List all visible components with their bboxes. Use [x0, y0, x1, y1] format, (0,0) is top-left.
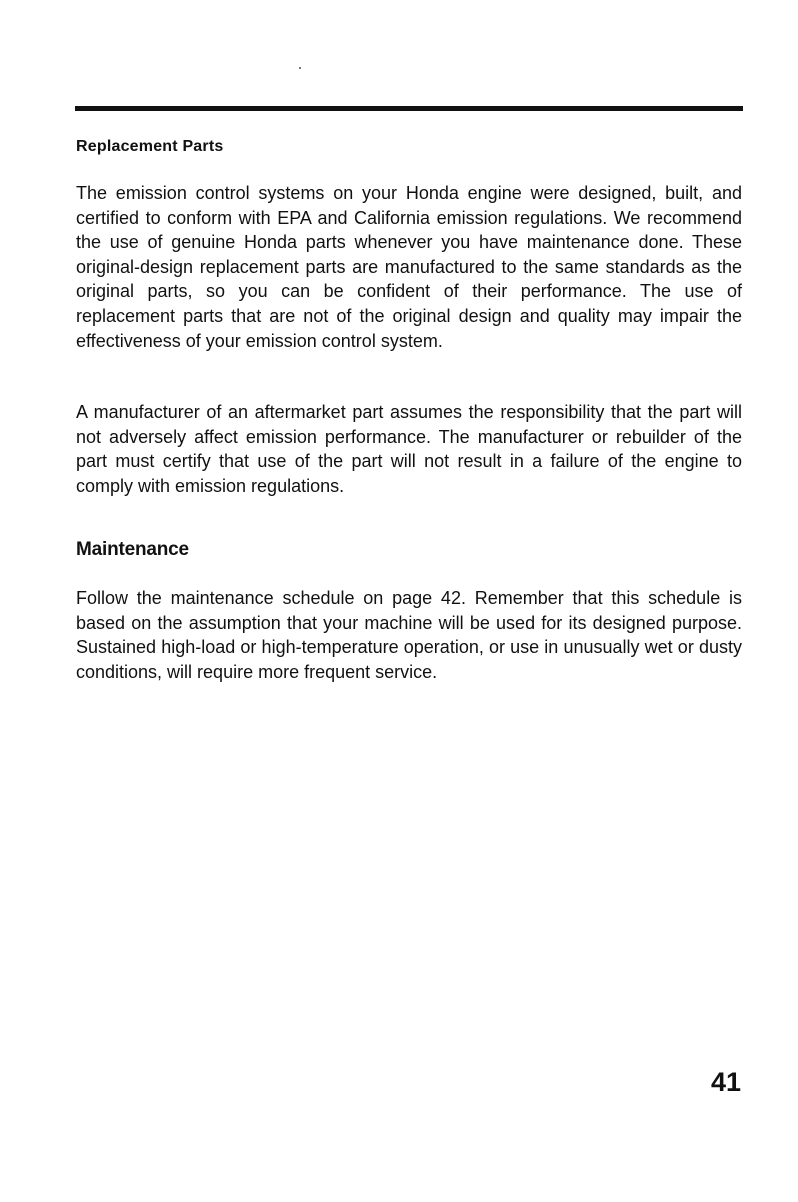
maintenance-heading: Maintenance	[76, 539, 189, 560]
replacement-parts-heading: Replacement Parts	[76, 138, 224, 155]
scan-speck	[299, 67, 301, 69]
page-number: 41	[710, 1067, 741, 1097]
header-rule	[75, 106, 743, 111]
replacement-parts-paragraph-1: The emission control systems on your Honda engine were designed, built, and certified to conform with EPA and California emission regulations. We recommend the use of genuine Honda parts whenever you have maintenance done. These original-design replacement parts are manufactured to the same standards as the original parts, so you can be confident of their performance. The use of replacement parts that are not of the original design and quality may impair the effectiveness of your emission control system.	[76, 183, 742, 351]
maintenance-paragraph: Follow the maintenance schedule on page 42. Remember that this schedule is based on the assumption that your machine will be used for its designed purpose. Sustained high-load or high-temperature operation, or use in unusually wet or dusty conditions, will require more frequent service.	[76, 588, 742, 682]
replacement-parts-paragraph-2: A manufacturer of an aftermarket part assumes the responsibility that the part will not adversely affect emission performance. The manufacturer or rebuilder of the part must certify that use of the part will not result in a failure of the engine to comply with emission regulations.	[76, 402, 742, 496]
